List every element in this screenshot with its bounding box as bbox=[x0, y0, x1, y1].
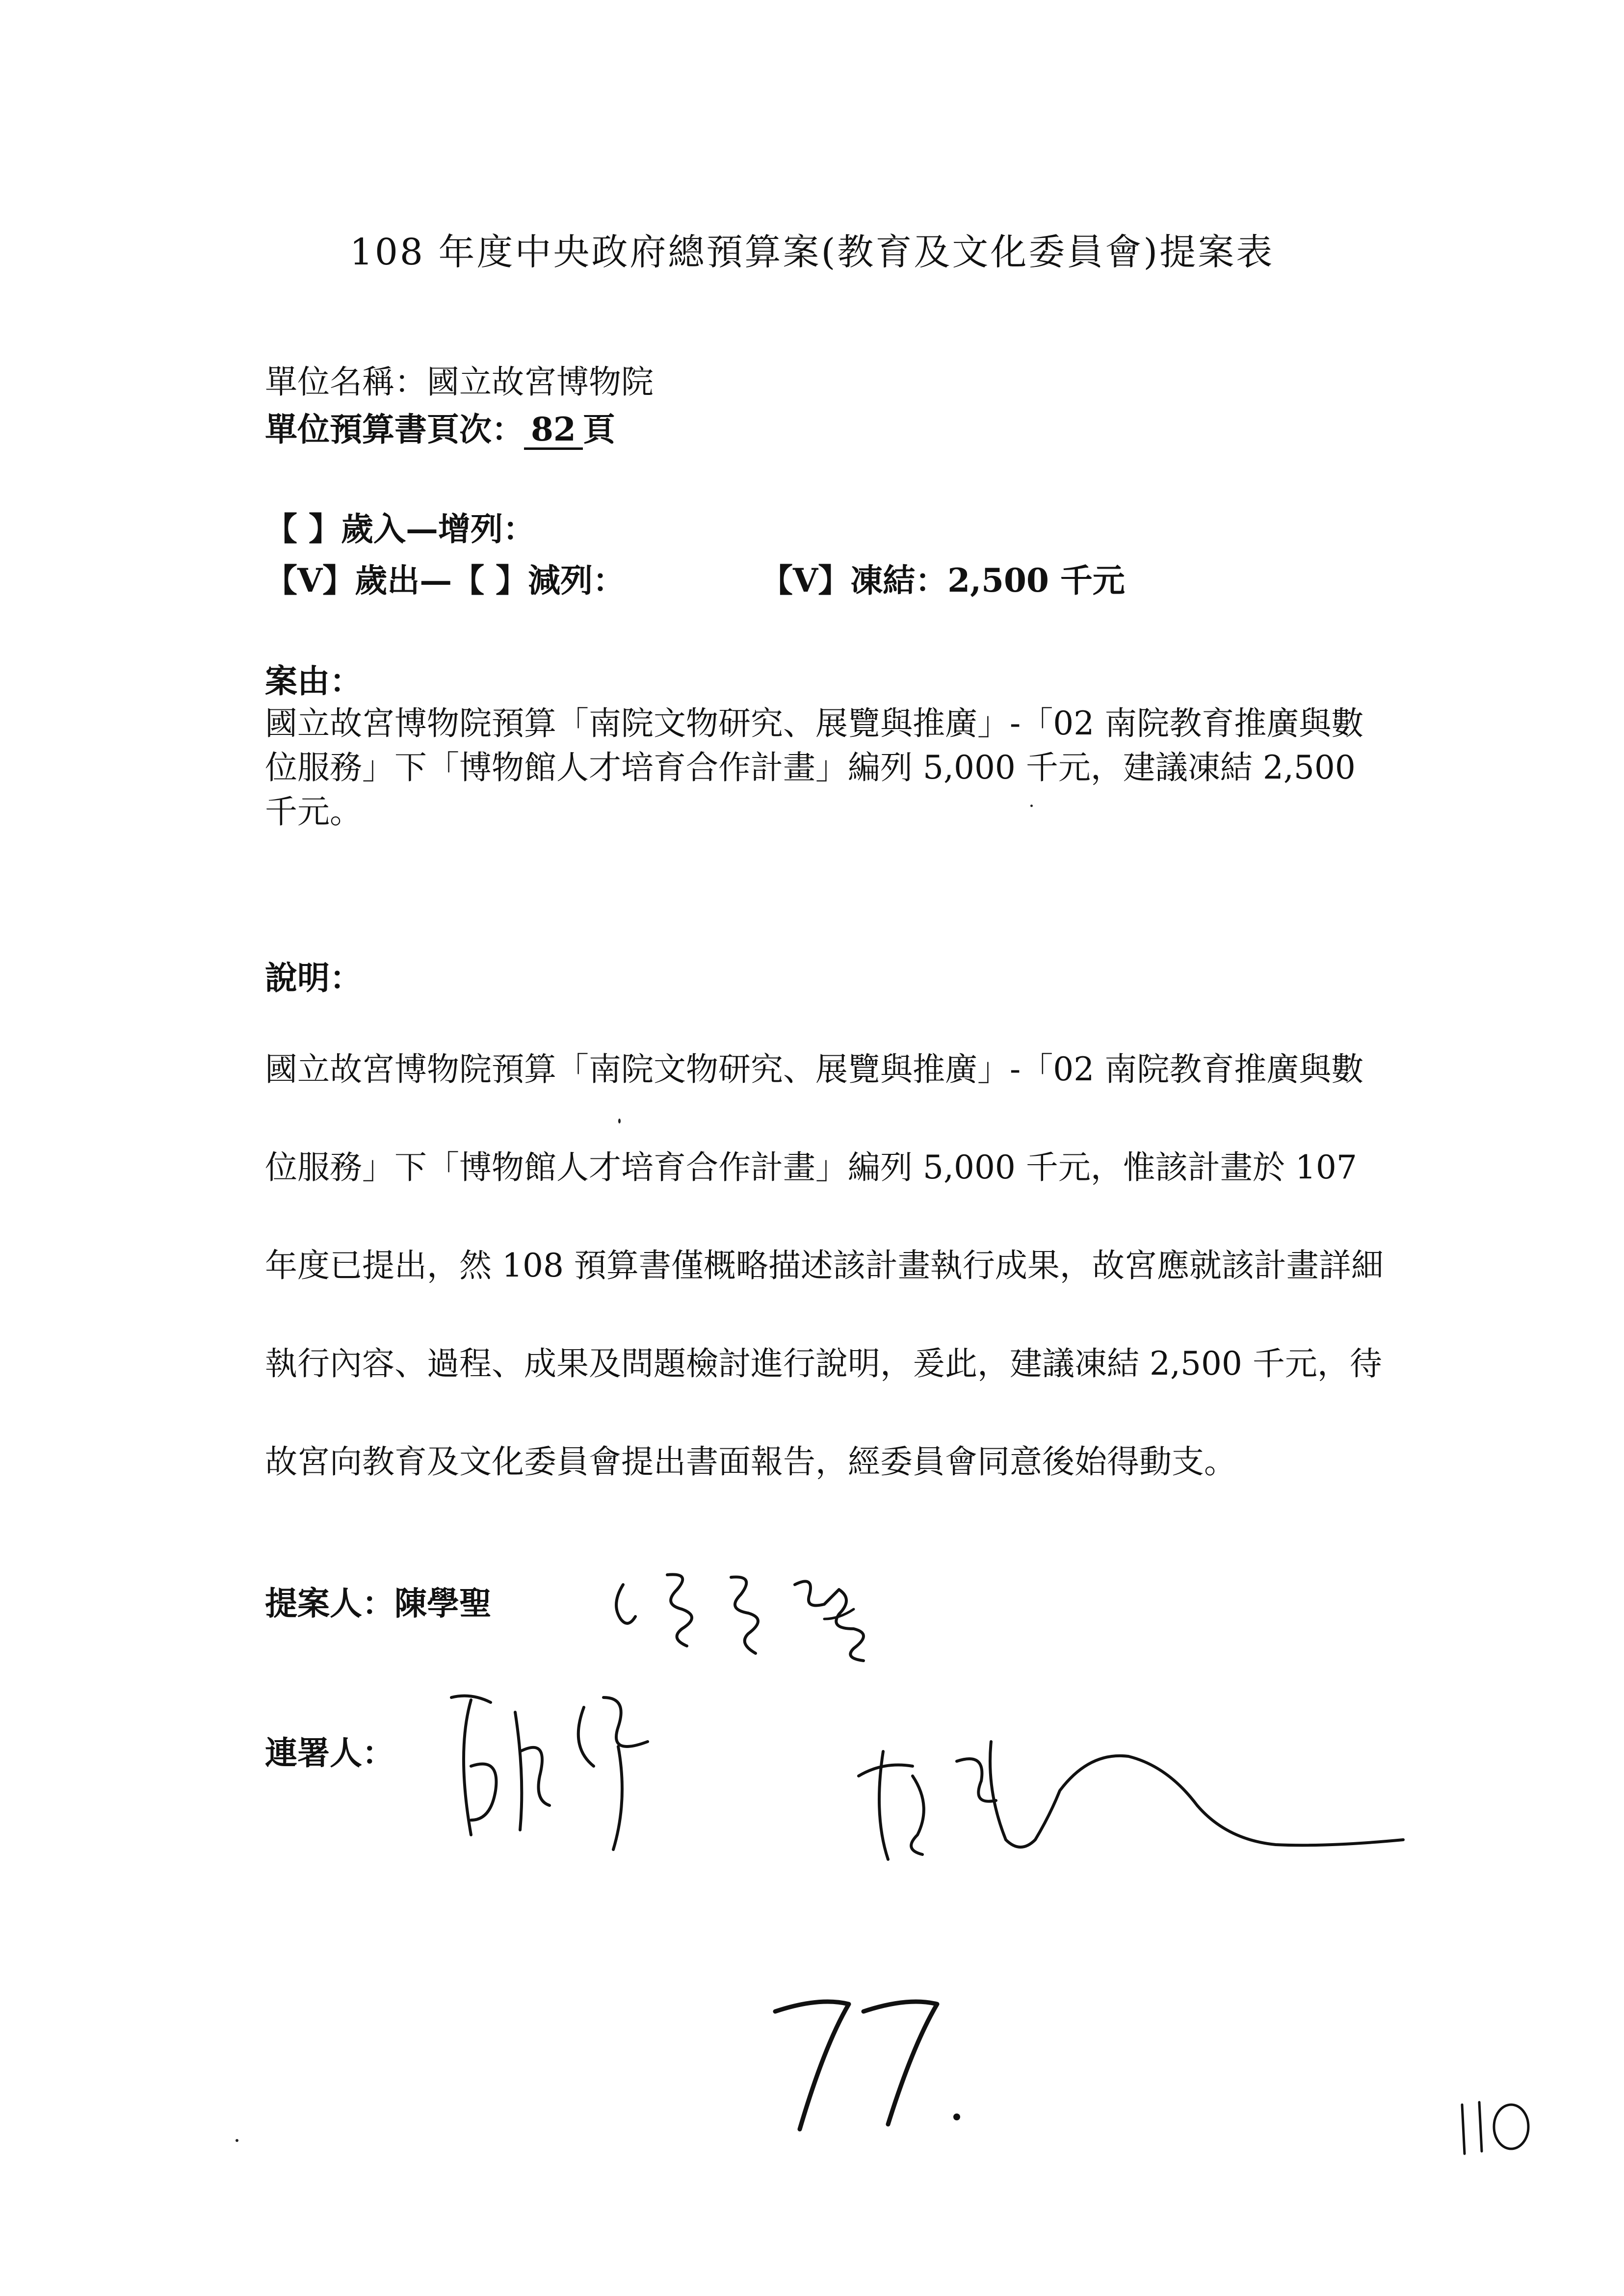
cosigner-signatures bbox=[442, 1678, 1423, 1904]
proposer-signature bbox=[608, 1555, 903, 1668]
budget-page-number: 82 bbox=[524, 412, 583, 450]
expenditure-checkbox-line: 【V】歲出—【 】減列： bbox=[265, 561, 626, 600]
reason-text: 國立故宮博物院預算「南院文物研究、展覽與推廣」-「02 南院教育推廣與數位服務」下「博物館人才培育合作計畫」編列 5,000 千元，建議凍結 2,500 千元。 bbox=[265, 704, 1364, 831]
scan-speck bbox=[1030, 805, 1033, 807]
freeze-checkbox-line: 【V】凍結：2,500 千元 bbox=[760, 561, 1125, 600]
proposer-label: 提案人：陳學聖 bbox=[265, 1584, 492, 1622]
cosigner-label: 連署人： bbox=[265, 1734, 394, 1772]
budget-page-suffix: 頁 bbox=[582, 410, 615, 448]
handwritten-page-mark bbox=[1452, 2095, 1550, 2164]
budget-page-label: 單位預算書頁次： bbox=[265, 410, 524, 448]
revenue-checkbox-line: 【 】歲入—增列： bbox=[265, 510, 535, 548]
explanation-text: 國立故宮博物院預算「南院文物研究、展覽與推廣」-「02 南院教育推廣與數位服務」下「博物館人才培育合作計畫」編列 5,000 千元，惟該計畫於 107 年度已提出，然 108 預算書僅概略描述該計畫執行成果，故宮應就該計畫詳細執行內容、過程、成果及問題檢討進行說明，爰此，建議凍結 2,500 千元，待故宮向教育及文化委員會提出書面報告，經委員會同意後始得動支。 bbox=[265, 1050, 1384, 1481]
reason-heading: 案由： bbox=[265, 662, 362, 700]
handwritten-stamp-number bbox=[765, 1982, 991, 2144]
unit-name: 單位名稱：國立故宮博物院 bbox=[265, 363, 654, 401]
document-title: 108 年度中央政府總預算案(教育及文化委員會)提案表 bbox=[349, 231, 1275, 273]
scan-speck bbox=[618, 1119, 621, 1123]
budget-page-ref bbox=[265, 403, 615, 450]
scan-speck bbox=[236, 2139, 238, 2142]
explanation-heading: 說明： bbox=[265, 959, 362, 997]
